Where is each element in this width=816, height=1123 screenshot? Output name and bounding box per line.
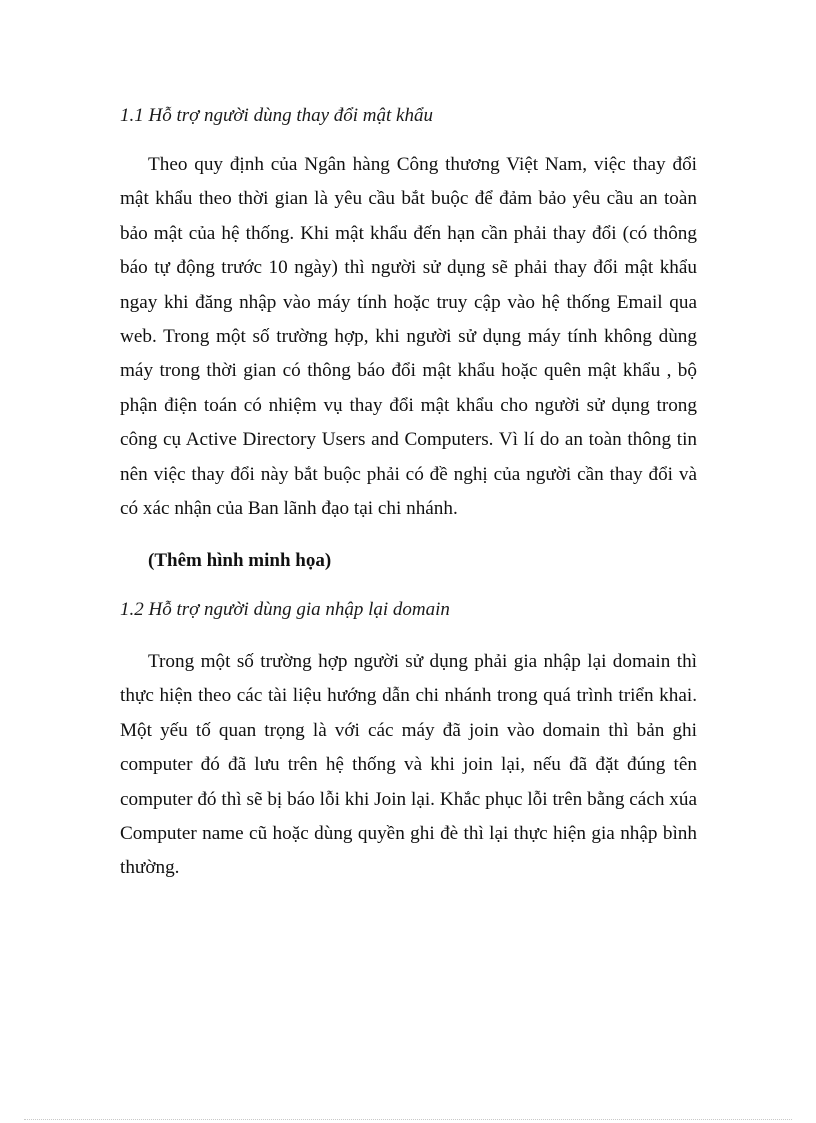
section-paragraph-1-1: Theo quy định của Ngân hàng Công thương Việt Nam, việc thay đổi mật khẩu theo thời gian là yêu cầu bắt buộc để đảm bảo yêu cầu an toàn bảo mật của hệ thống. Khi mật khẩu đến hạn cần phải thay đổi (có thông báo tự động trước 10 ngày) thì người sử dụng sẽ phải thay đổi mật khẩu ngay khi đăng nhập vào máy tính hoặc truy cập vào hệ thống Email qua web. Trong một số trường hợp, khi người sử dụng máy tính không dùng máy trong thời gian có thông báo đổi mật khẩu hoặc quên mật khẩu , bộ phận điện toán có nhiệm vụ thay đổi mật khẩu cho người sử dụng trong công cụ Active Directory Users and Computers. Vì lí do an toàn thông tin nên việc thay đổi này bắt buộc phải có đề nghị của người cần thay đổi và có xác nhận của Ban lãnh đạo tại chi nhánh.	[120, 154, 697, 520]
note-text: Thêm hình minh họa	[154, 550, 325, 571]
note-close-paren: )	[324, 550, 332, 571]
section-heading-1-2: 1.2 Hỗ trợ người dùng gia nhập lại domain	[120, 599, 450, 620]
page-bottom-rule	[24, 1119, 792, 1120]
section-paragraph-1-2: Trong một số trường hợp người sử dụng phải gia nhập lại domain thì thực hiện theo các tài liệu hướng dẫn chi nhánh trong quá trình triển khai. Một yếu tố quan trọng là với các máy đã join vào domain thì bản ghi computer đó đã lưu trên hệ thống và khi join lại, nếu đã đặt đúng tên computer đó thì sẽ bị báo lỗi khi Join lại. Khắc phục lỗi trên bằng cách xúa Computer name cũ hoặc dùng quyền ghi đè thì lại thực hiện gia nhập bình thường.	[120, 651, 697, 879]
note-open-paren: (	[148, 550, 155, 571]
illustration-placeholder-note	[148, 549, 331, 573]
section-heading-1-1: 1.1 Hỗ trợ người dùng thay đổi mật khẩu	[120, 105, 433, 126]
